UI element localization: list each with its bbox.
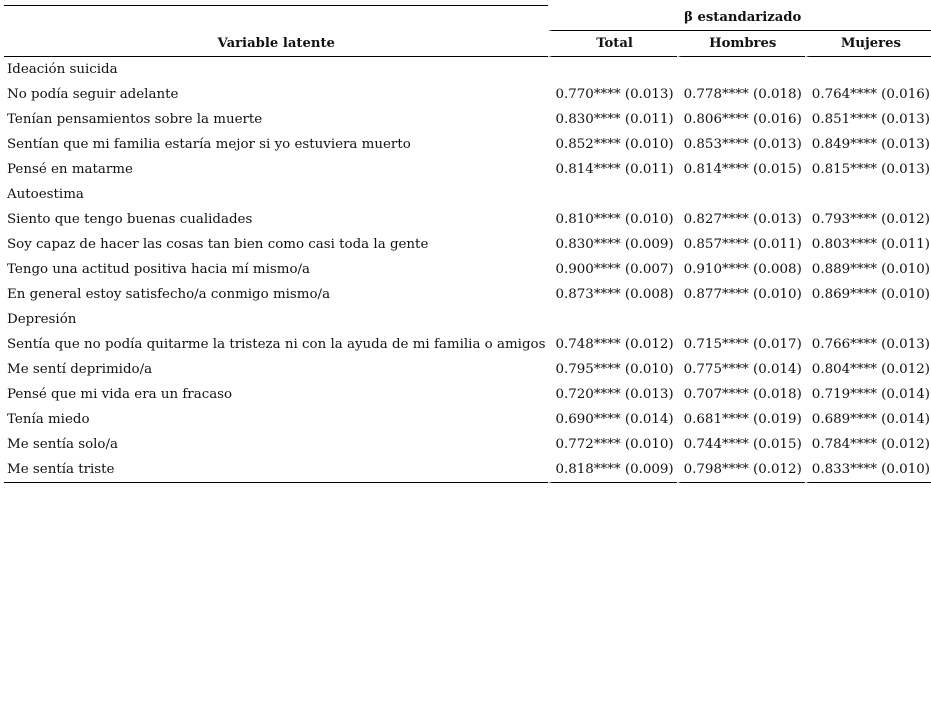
section-row [4, 307, 931, 332]
hombres-value: 0.853**** (0.013) [677, 132, 805, 157]
item-label: Sentía que no podía quitarme la tristeza ni con la ayuda de mi familia o amigos [7, 337, 546, 352]
header-group-row [4, 5, 931, 31]
hombres-value: 0.877**** (0.010) [677, 282, 805, 307]
empty-cell [805, 182, 931, 207]
total-value: 0.900**** (0.007) [548, 257, 676, 282]
empty-cell [548, 57, 676, 82]
total-value: 0.795**** (0.010) [548, 357, 676, 382]
item-label: Siento que tengo buenas cualidades [7, 212, 253, 227]
empty-cell [548, 182, 676, 207]
item-label: Tenían pensamientos sobre la muerte [7, 112, 263, 127]
mujeres-value: 0.766**** (0.013) [805, 332, 931, 357]
table-row [4, 457, 931, 483]
table-row [4, 257, 931, 282]
table-row [4, 207, 931, 232]
hombres-column-header: Hombres [677, 31, 805, 57]
table-row [4, 282, 931, 307]
section-row [4, 57, 931, 82]
total-column-header: Total [548, 31, 676, 57]
hombres-value: 0.778**** (0.018) [677, 82, 805, 107]
mujeres-value: 0.719**** (0.014) [805, 382, 931, 407]
mujeres-value: 0.849**** (0.013) [805, 132, 931, 157]
item-label: Pensé en matarme [7, 162, 133, 177]
hombres-value: 0.744**** (0.015) [677, 432, 805, 457]
empty-cell [677, 57, 805, 82]
item-label: Soy capaz de hacer las cosas tan bien como casi toda la gente [7, 237, 429, 252]
loadings-table [4, 5, 931, 483]
table-row [4, 382, 931, 407]
total-value: 0.810**** (0.010) [548, 207, 676, 232]
empty-cell [548, 307, 676, 332]
mujeres-value: 0.689**** (0.014) [805, 407, 931, 432]
section-label: Depresión [7, 312, 77, 327]
mujeres-value: 0.793**** (0.012) [805, 207, 931, 232]
total-value: 0.720**** (0.013) [548, 382, 676, 407]
item-label: Me sentí deprimido/a [7, 362, 153, 377]
hombres-value: 0.707**** (0.018) [677, 382, 805, 407]
section-label: Autoestima [7, 187, 84, 202]
hombres-value: 0.857**** (0.011) [677, 232, 805, 257]
item-label: Tengo una actitud positiva hacia mí mismo/a [7, 262, 311, 277]
table-row [4, 82, 931, 107]
empty-cell [677, 182, 805, 207]
hombres-value: 0.814**** (0.015) [677, 157, 805, 182]
mujeres-value: 0.804**** (0.012) [805, 357, 931, 382]
item-label: Tenía miedo [7, 412, 90, 427]
empty-cell [805, 57, 931, 82]
total-value: 0.690**** (0.014) [548, 407, 676, 432]
item-label: Sentían que mi familia estaría mejor si yo estuviera muerto [7, 137, 411, 152]
hombres-value: 0.775**** (0.014) [677, 357, 805, 382]
table-row [4, 132, 931, 157]
table-row [4, 157, 931, 182]
total-value: 0.814**** (0.011) [548, 157, 676, 182]
item-label: Pensé que mi vida era un fracaso [7, 387, 233, 402]
mujeres-value: 0.869**** (0.010) [805, 282, 931, 307]
mujeres-value: 0.851**** (0.013) [805, 107, 931, 132]
hombres-value: 0.827**** (0.013) [677, 207, 805, 232]
item-label: Me sentía triste [4, 457, 548, 483]
item-label: No podía seguir adelante [7, 87, 179, 102]
total-value: 0.818**** (0.009) [548, 457, 676, 483]
section-label: Ideación suicida [7, 62, 118, 77]
empty-cell [677, 307, 805, 332]
mujeres-value: 0.803**** (0.011) [805, 232, 931, 257]
beta-group-header: β estandarizado [548, 5, 931, 31]
mujeres-value: 0.784**** (0.012) [805, 432, 931, 457]
item-label: Me sentía solo/a [7, 437, 118, 452]
mujeres-value: 0.764**** (0.016) [805, 82, 931, 107]
total-value: 0.748**** (0.012) [548, 332, 676, 357]
total-value: 0.873**** (0.008) [548, 282, 676, 307]
mujeres-value: 0.815**** (0.013) [805, 157, 931, 182]
total-value: 0.852**** (0.010) [548, 132, 676, 157]
hombres-value: 0.910**** (0.008) [677, 257, 805, 282]
table-row [4, 332, 931, 357]
table-row [4, 232, 931, 257]
total-value: 0.830**** (0.011) [548, 107, 676, 132]
section-row [4, 182, 931, 207]
header-spacer [4, 5, 548, 31]
header-columns-row [4, 31, 931, 57]
variable-column-header: Variable latente [4, 31, 548, 57]
mujeres-column-header: Mujeres [805, 31, 931, 57]
table-row [4, 432, 931, 457]
mujeres-value: 0.889**** (0.010) [805, 257, 931, 282]
hombres-value: 0.806**** (0.016) [677, 107, 805, 132]
mujeres-value: 0.833**** (0.010) [805, 457, 931, 483]
table-row [4, 407, 931, 432]
table-row [4, 357, 931, 382]
item-label: En general estoy satisfecho/a conmigo mismo/a [7, 287, 331, 302]
total-value: 0.770**** (0.013) [548, 82, 676, 107]
total-value: 0.830**** (0.009) [548, 232, 676, 257]
total-value: 0.772**** (0.010) [548, 432, 676, 457]
empty-cell [805, 307, 931, 332]
hombres-value: 0.798**** (0.012) [677, 457, 805, 483]
hombres-value: 0.681**** (0.019) [677, 407, 805, 432]
table-body [4, 57, 931, 483]
table-row [4, 107, 931, 132]
hombres-value: 0.715**** (0.017) [677, 332, 805, 357]
